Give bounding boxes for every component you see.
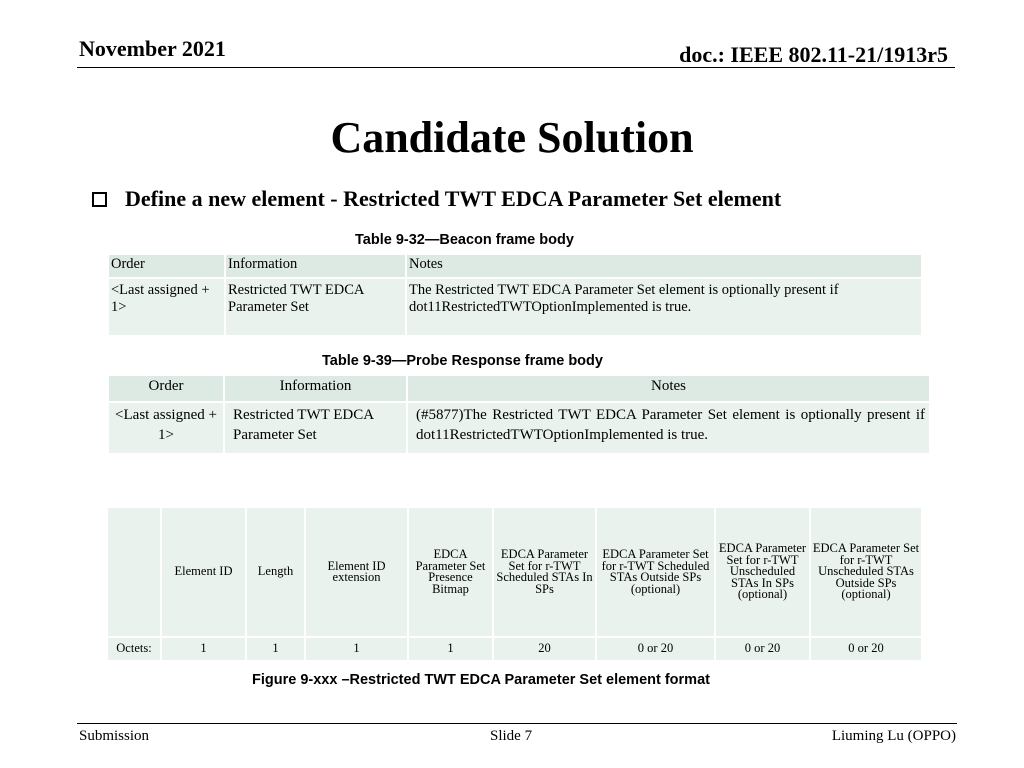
field-presence-bitmap: EDCA Parameter Set Presence Bitmap	[408, 508, 493, 637]
octets-value: 20	[493, 637, 596, 660]
cell-order: <Last assigned + 1>	[109, 402, 224, 453]
bullet-item	[92, 186, 781, 212]
field-scheduled-in-sps: EDCA Parameter Set for r-TWT Scheduled STAs In SPs	[493, 508, 596, 637]
figure-caption: Figure 9-xxx –Restricted TWT EDCA Parameter Set element format	[252, 672, 710, 688]
square-bullet-icon	[92, 192, 107, 207]
cell-notes: (#5877)The Restricted TWT EDCA Parameter Set element is optionally present if dot11RestrictedTWTOptionImplemented is true.	[407, 402, 929, 453]
table-row	[109, 278, 921, 335]
field-unscheduled-outside-sps: EDCA Parameter Set for r-TWT Unscheduled STAs Outside SPs (optional)	[810, 508, 921, 637]
header-date: November 2021	[79, 36, 226, 61]
footer-author: Liuming Lu (OPPO)	[831, 728, 956, 744]
field-header-blank	[108, 508, 161, 637]
field-element-id: Element ID	[161, 508, 246, 637]
octets-value: 1	[246, 637, 305, 660]
probe-response-frame-body-table	[109, 376, 929, 453]
table-header-row	[109, 255, 921, 278]
header-order: Order	[109, 376, 224, 402]
field-element-id-extension: Element ID extension	[305, 508, 408, 637]
header-doc-id: doc.: IEEE 802.11-21/1913r5	[679, 42, 948, 67]
octets-row	[108, 637, 921, 660]
table-header-row	[109, 376, 929, 402]
field-scheduled-outside-sps: EDCA Parameter Set for r-TWT Scheduled STAs Outside SPs (optional)	[596, 508, 715, 637]
cell-information: Restricted TWT EDCA Parameter Set	[224, 402, 407, 453]
header-notes: Notes	[407, 376, 929, 402]
header-notes: Notes	[406, 255, 921, 278]
header-information: Information	[225, 255, 406, 278]
field-length: Length	[246, 508, 305, 637]
footer-slide-number: Slide 7	[490, 728, 533, 744]
octets-value: 0 or 20	[596, 637, 715, 660]
header-divider	[77, 67, 955, 68]
footer-divider	[77, 723, 957, 724]
field-header-row	[108, 508, 921, 637]
octets-value: 0 or 20	[715, 637, 810, 660]
element-format-table	[108, 508, 921, 660]
octets-value: 0 or 20	[810, 637, 921, 660]
octets-value: 1	[408, 637, 493, 660]
octets-value: 1	[161, 637, 246, 660]
table1-caption: Table 9-32—Beacon frame body	[355, 232, 574, 248]
beacon-frame-body-table	[109, 255, 921, 335]
bullet-text: Define a new element - Restricted TWT EDCA Parameter Set element	[125, 186, 782, 211]
slide-title: Candidate Solution	[330, 113, 694, 162]
cell-information: Restricted TWT EDCA Parameter Set	[225, 278, 406, 335]
footer-submission: Submission	[79, 728, 150, 744]
cell-order: <Last assigned + 1>	[109, 278, 225, 335]
table-row	[109, 402, 929, 453]
octets-label: Octets:	[108, 637, 161, 660]
header-order: Order	[109, 255, 225, 278]
field-unscheduled-in-sps: EDCA Parameter Set for r-TWT Unscheduled STAs In SPs (optional)	[715, 508, 810, 637]
table2-caption: Table 9-39—Probe Response frame body	[322, 353, 603, 369]
cell-notes: The Restricted TWT EDCA Parameter Set element is optionally present if dot11RestrictedTWTOptionImplemented is true.	[406, 278, 921, 335]
header-information: Information	[224, 376, 407, 402]
octets-value: 1	[305, 637, 408, 660]
